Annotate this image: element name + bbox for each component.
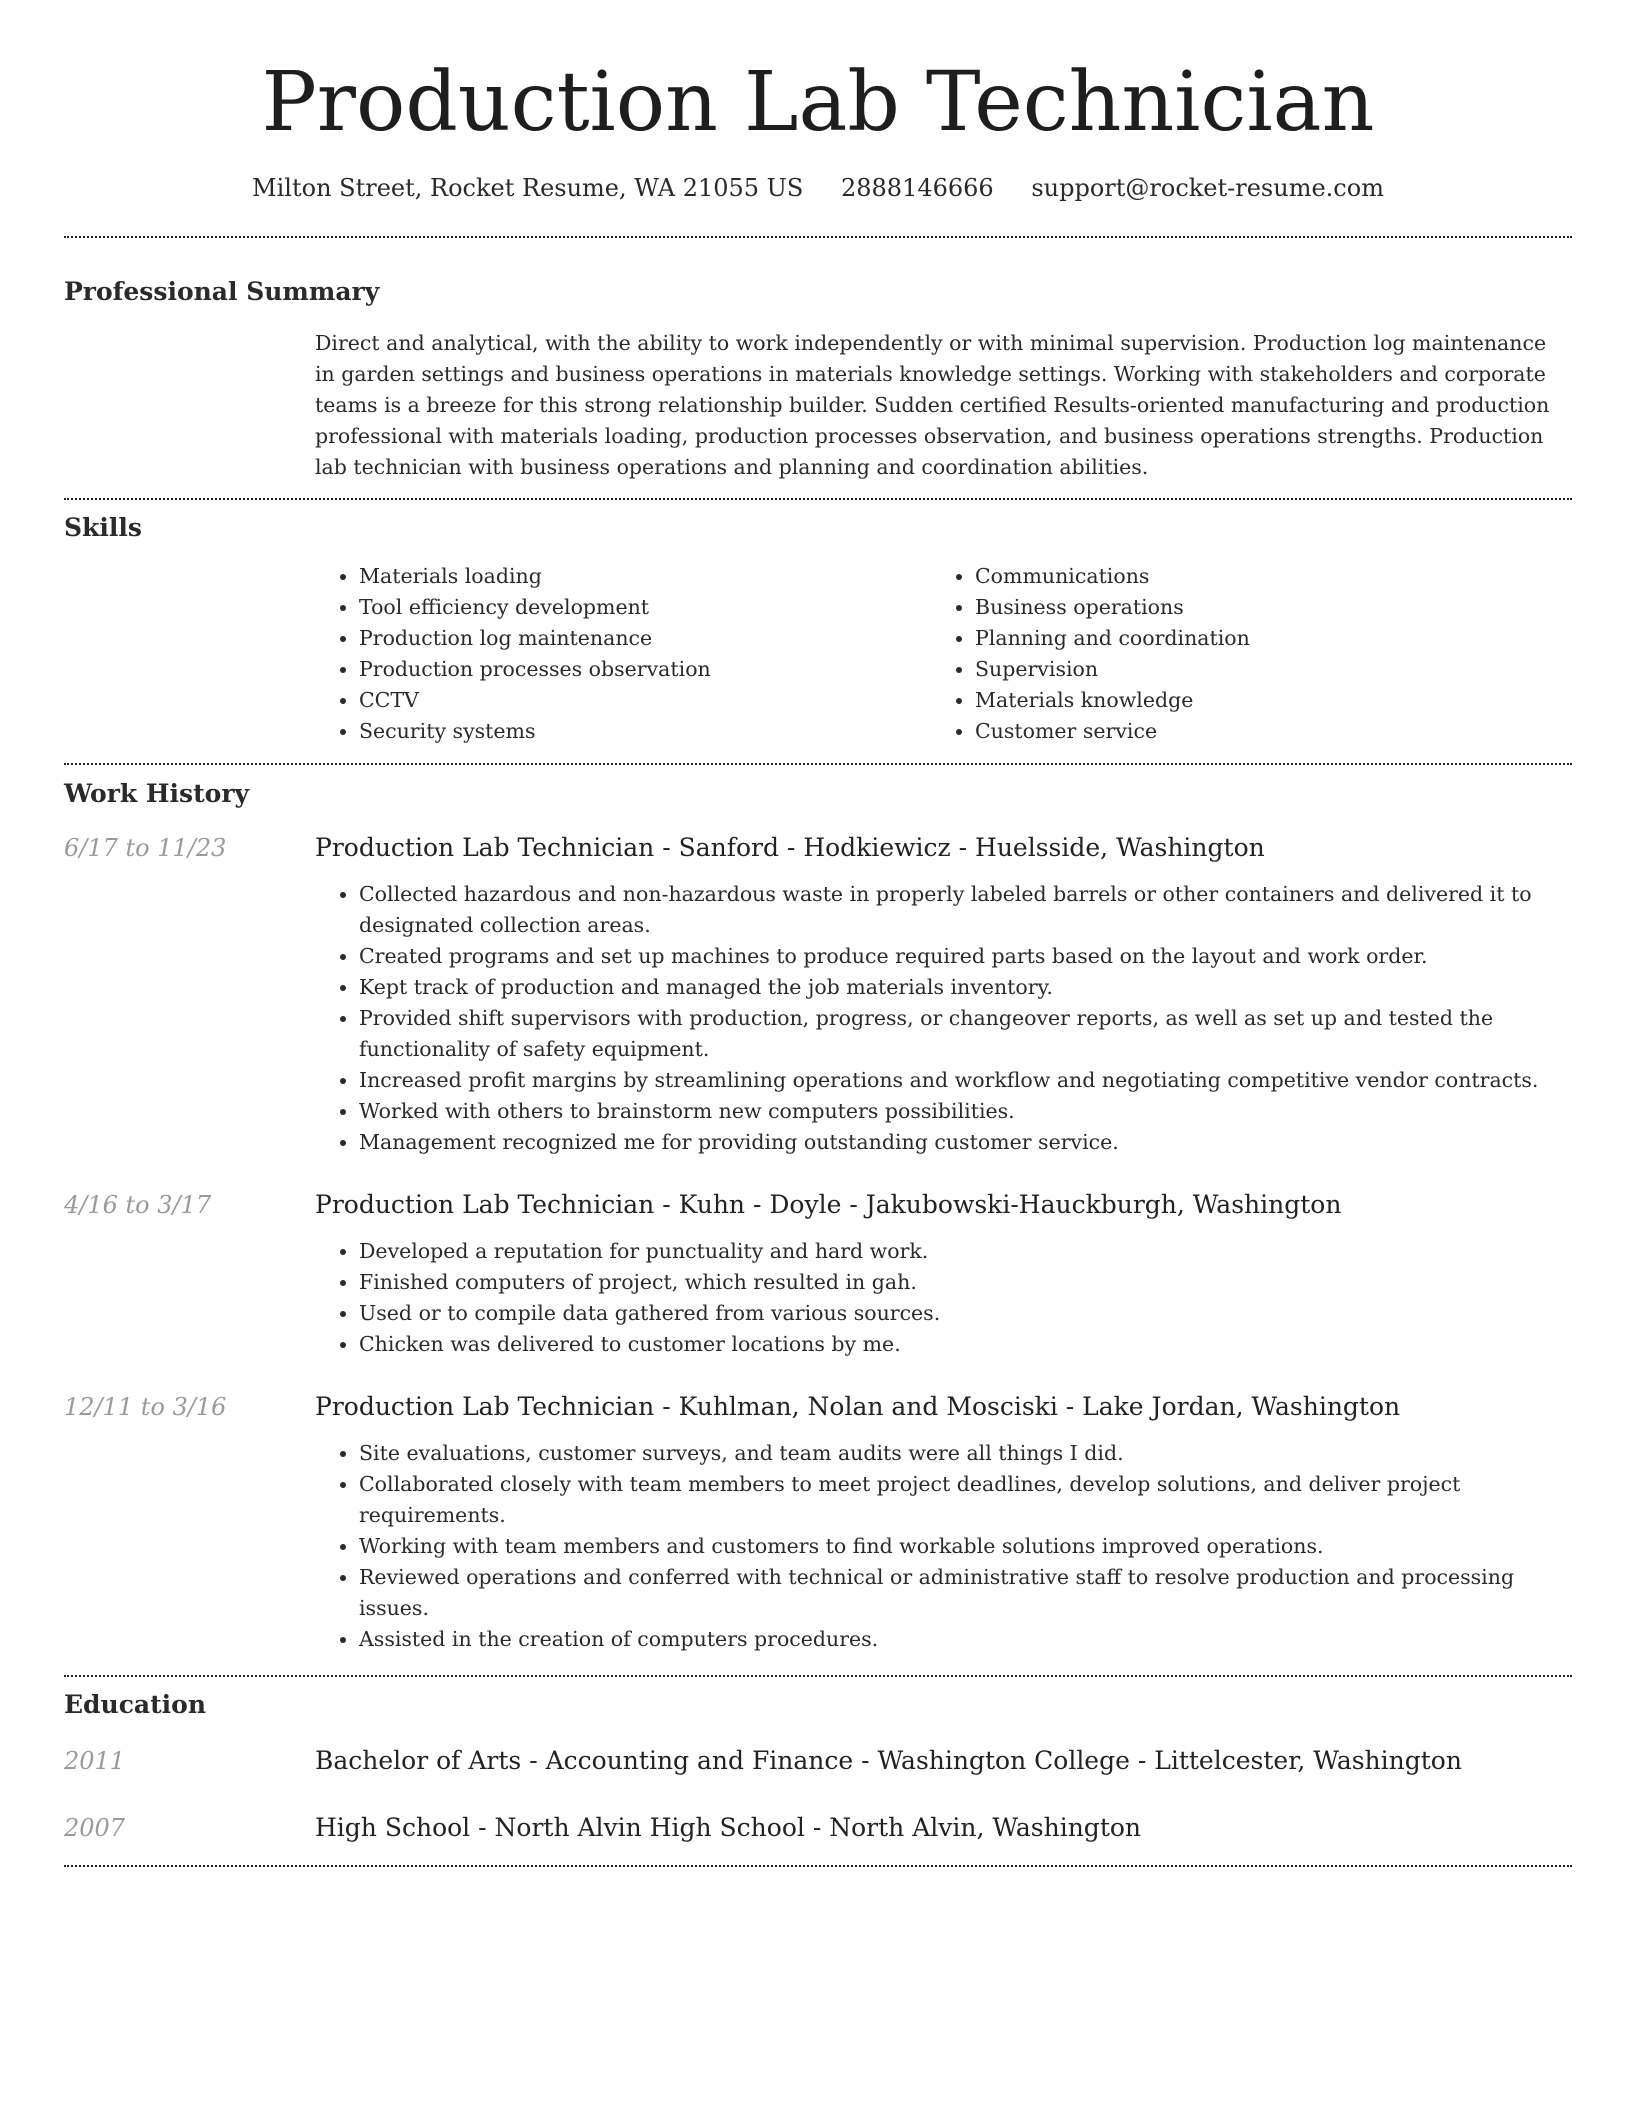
resume-name: Production Lab Technician <box>261 55 1375 150</box>
contact-address: Milton Street, Rocket Resume, WA 21055 US <box>252 174 804 202</box>
job-bullet: • Assisted in the creation of computers procedures. <box>359 1624 1572 1655</box>
skill-item: • Communications <box>975 561 1547 592</box>
job-bullet: • Chicken was delivered to customer locations by me. <box>359 1329 1572 1360</box>
divider <box>64 1675 1572 1677</box>
job-bullets <box>315 1438 1572 1655</box>
job-bullet: • Site evaluations, customer surveys, and team audits were all things I did. <box>359 1438 1572 1469</box>
divider <box>64 763 1572 765</box>
divider <box>64 1865 1572 1867</box>
section-title-skills: Skills <box>64 513 142 542</box>
skills-left <box>315 561 931 747</box>
skill-item: • Planning and coordination <box>975 623 1547 654</box>
job-dates: 4/16 to 3/17 <box>64 1191 212 1219</box>
section-title-work: Work History <box>64 779 250 808</box>
divider <box>64 236 1572 238</box>
job-bullet: • Management recognized me for providing outstanding customer service. <box>359 1127 1572 1158</box>
skill-item: • Security systems <box>359 716 931 747</box>
skill-item: • Production processes observation <box>359 654 931 685</box>
divider <box>64 498 1572 500</box>
resume-page <box>64 0 1572 1867</box>
skill-item: • Materials knowledge <box>975 685 1547 716</box>
summary-text: Direct and analytical, with the ability to work independently or with minimal supervision. Production log maintenance in garden settings and business operations in materials knowledge settings. Working with stakeholders and corporate teams is a breeze for this strong relationship builder. Sudden certified Results-oriented manufacturing and production professional with materials loading, production processes observation, and business operations strengths. Production lab technician with business operations and planning and coordination abilities. <box>315 331 1550 479</box>
job-bullet: • Collected hazardous and non-hazardous waste in properly labeled barrels or other containers and delivered it to designated collection areas. <box>359 879 1572 941</box>
job-bullet: • Increased profit margins by streamlining operations and workflow and negotiating competitive vendor contracts. <box>359 1065 1572 1096</box>
contact-email: support@rocket-resume.com <box>1031 174 1384 202</box>
job-bullet: • Developed a reputation for punctuality and hard work. <box>359 1236 1572 1267</box>
skills-list <box>315 561 1572 747</box>
job-bullet: • Worked with others to brainstorm new computers possibilities. <box>359 1096 1572 1127</box>
section-title-summary: Professional Summary <box>64 277 380 306</box>
education-text: Bachelor of Arts - Accounting and Finance - Washington College - Littelcester, Washington <box>315 1746 1462 1775</box>
contact-line <box>64 172 1572 204</box>
job-title: Production Lab Technician - Kuhn - Doyle - Jakubowski-Hauckburgh, Washington <box>315 1190 1342 1219</box>
contact-phone: 2888146666 <box>840 174 994 202</box>
job-bullet: • Finished computers of project, which resulted in gah. <box>359 1267 1572 1298</box>
job-bullets <box>315 879 1572 1158</box>
job-title: Production Lab Technician - Kuhlman, Nolan and Mosciski - Lake Jordan, Washington <box>315 1392 1401 1421</box>
skill-item: • Supervision <box>975 654 1547 685</box>
education-year: 2011 <box>64 1747 126 1775</box>
job-bullet: • Kept track of production and managed the job materials inventory. <box>359 972 1572 1003</box>
job-dates: 12/11 to 3/16 <box>64 1393 227 1421</box>
job-bullet: • Provided shift supervisors with production, progress, or changeover reports, as well as set up and tested the functionality of safety equipment. <box>359 1003 1572 1065</box>
skill-item: • CCTV <box>359 685 931 716</box>
job-bullet: • Created programs and set up machines to produce required parts based on the layout and work order. <box>359 941 1572 972</box>
job-entry <box>64 831 1572 1158</box>
job-bullet: • Collaborated closely with team members to meet project deadlines, develop solutions, and deliver project requirements. <box>359 1469 1572 1531</box>
skill-item: • Materials loading <box>359 561 931 592</box>
education-entry <box>64 1811 1572 1845</box>
education-entry <box>64 1744 1572 1778</box>
job-title: Production Lab Technician - Sanford - Hodkiewicz - Huelsside, Washington <box>315 833 1265 862</box>
job-bullet: • Reviewed operations and conferred with technical or administrative staff to resolve production and processing issues. <box>359 1562 1572 1624</box>
education-year: 2007 <box>64 1814 126 1842</box>
job-entry <box>64 1188 1572 1360</box>
skill-item: • Customer service <box>975 716 1547 747</box>
job-entry <box>64 1390 1572 1655</box>
skill-item: • Production log maintenance <box>359 623 931 654</box>
skill-item: • Tool efficiency development <box>359 592 931 623</box>
education-text: High School - North Alvin High School - North Alvin, Washington <box>315 1813 1142 1842</box>
job-bullet: • Working with team members and customers to find workable solutions improved operations. <box>359 1531 1572 1562</box>
job-bullet: • Used or to compile data gathered from various sources. <box>359 1298 1572 1329</box>
job-dates: 6/17 to 11/23 <box>64 834 227 862</box>
section-title-education: Education <box>64 1690 207 1719</box>
skill-item: • Business operations <box>975 592 1547 623</box>
skills-right <box>931 561 1547 747</box>
job-bullets <box>315 1236 1572 1360</box>
